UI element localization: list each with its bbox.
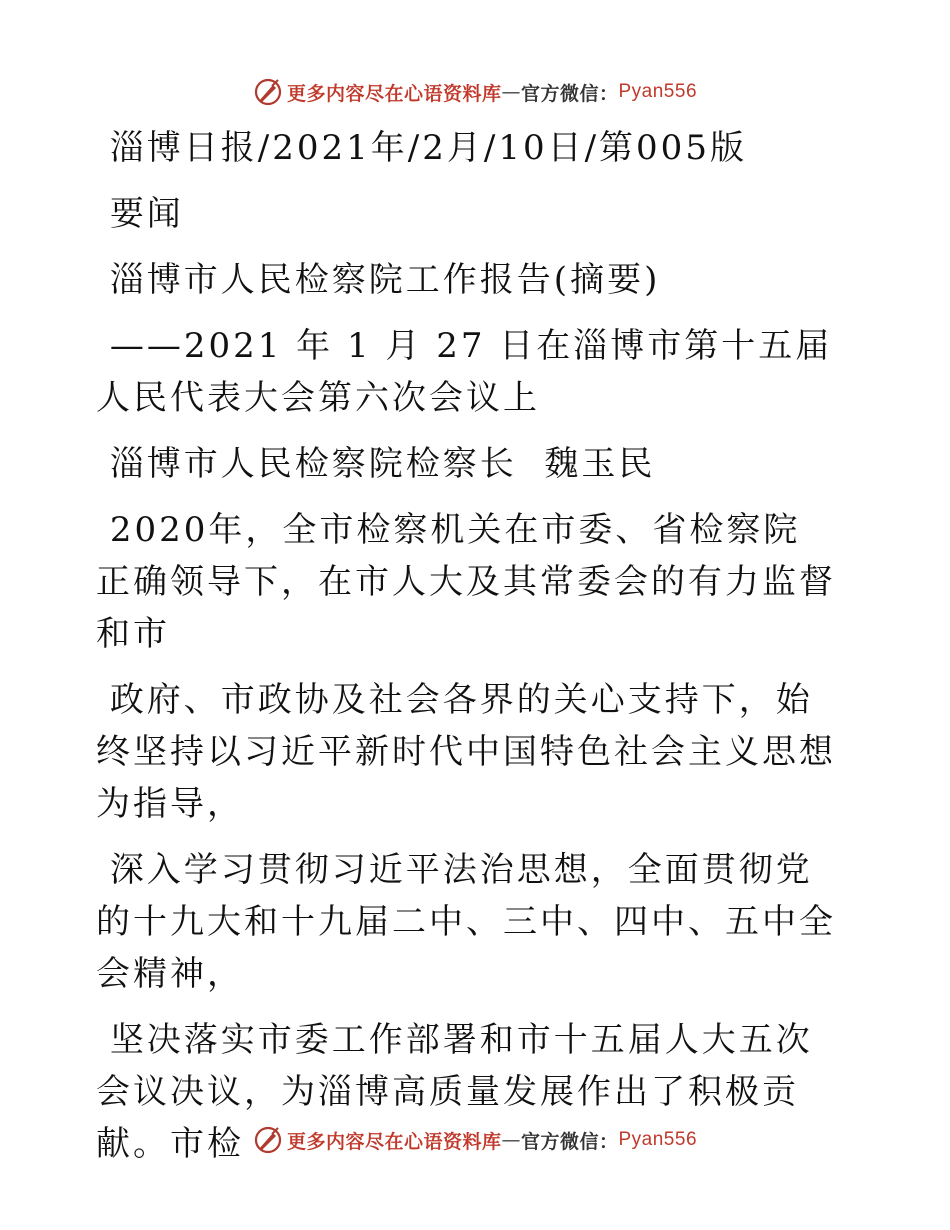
banner-promo-text: 更多内容尽在心语资料库 [286, 1130, 502, 1153]
banner-wechat-label: 官方微信： [520, 82, 619, 105]
banner-dash: — [501, 81, 521, 103]
article-body [96, 122, 836, 1170]
section-label: 要闻 [96, 194, 184, 234]
article-author: 淄博市人民检察院检察长 魏玉民 [96, 444, 656, 484]
quill-seal-icon [253, 77, 283, 107]
body-paragraph: 政府、市政协及社会各界的关心支持下，始终坚持以习近平新时代中国特色社会主义思想为指导， [96, 680, 836, 824]
quill-seal-icon [253, 1125, 283, 1155]
newspaper-source-line: 淄博日报/2021年/2月/10日/第005版 [96, 128, 747, 168]
watermark-banner-top [0, 72, 950, 112]
body-paragraph: 坚决落实市委工作部署和市十五届人大五次会议决议，为淄博高质量发展作出了积极贡献。市检 [96, 1020, 813, 1164]
watermark-banner-bottom [0, 1120, 950, 1160]
article-subtitle: ——2021 年 1 月 27 日在淄博市第十五届人民代表大会第六次会议上 [96, 326, 833, 418]
body-paragraph: 深入学习贯彻习近平法治思想，全面贯彻党的十九大和十九届二中、三中、四中、五中全会精神， [96, 850, 836, 994]
banner-wechat-id: Pyan556 [618, 81, 698, 102]
banner-wechat-id: Pyan556 [618, 1129, 698, 1150]
banner-promo-text: 更多内容尽在心语资料库 [286, 82, 502, 105]
banner-dash: — [501, 1129, 521, 1151]
banner-wechat-label: 官方微信： [520, 1130, 619, 1153]
article-title: 淄博市人民检察院工作报告(摘要) [96, 260, 661, 300]
body-paragraph: 2020年，全市检察机关在市委、省检察院正确领导下，在市人大及其常委会的有力监督和市 [96, 510, 836, 654]
